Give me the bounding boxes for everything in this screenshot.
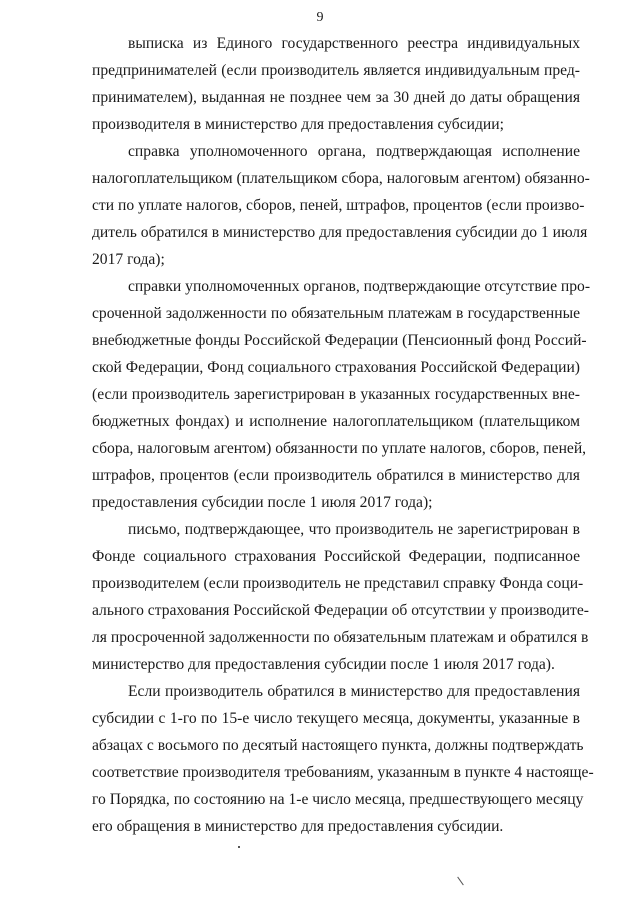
paragraph <box>92 516 589 678</box>
document-body <box>92 30 594 840</box>
text-line: его обращения в министерство для предоставления субсидии. <box>92 818 504 835</box>
text-line: предоставления субсидии после 1 июля 2017 года); <box>92 494 433 511</box>
text-line: внебюджетные фонды Российской Федерации (Пенсионный фонд Россий- <box>92 332 587 349</box>
text-line: штрафов, процентов (если производитель обратился в министерство для <box>92 467 580 484</box>
text-line: ля просроченной задолженности по обязательным платежам и обратился в <box>92 629 589 646</box>
paragraph <box>92 678 594 840</box>
scan-tick <box>457 877 464 886</box>
text-line: принимателем), выданная не позднее чем за 30 дней до даты обращения <box>92 89 580 106</box>
text-line: справка уполномоченного органа, подтверждающая исполнение <box>128 143 580 160</box>
text-line: министерство для предоставления субсидии после 1 июля 2017 года). <box>92 656 555 673</box>
text-line: го Порядка, по состоянию на 1-е число месяца, предшествующего месяцу <box>92 791 584 808</box>
text-line: Фонде социального страхования Российской Федерации, подписанное <box>92 548 580 565</box>
text-line: сроченной задолженности по обязательным платежам в государственные <box>92 305 580 322</box>
paragraph <box>92 30 580 138</box>
text-line: ального страхования Российской Федерации об отсутствии у производите- <box>92 602 589 619</box>
page-number: 9 <box>316 10 324 25</box>
text-line: производителя в министерство для предоставления субсидии; <box>92 116 504 133</box>
text-line: абзацах с восьмого по десятый настоящего пункта, должны подтверждать <box>92 737 584 754</box>
text-line: 2017 года); <box>92 251 165 268</box>
text-line: Если производитель обратился в министерство для предоставления <box>128 683 580 700</box>
text-line: сти по уплате налогов, сборов, пеней, штрафов, процентов (если произво- <box>92 197 585 214</box>
text-line: налогоплательщиком (плательщиком сбора, налоговым агентом) обязанно- <box>92 170 590 187</box>
text-line: соответствие производителя требованиям, указанным в пункте 4 настояще- <box>92 764 594 781</box>
text-line: (если производитель зарегистрирован в указанных государственных вне- <box>92 386 580 403</box>
paragraph <box>92 273 591 516</box>
paragraph <box>92 138 590 273</box>
text-line: справки уполномоченных органов, подтверждающие отсутствие про- <box>128 278 591 295</box>
text-line: сбора, налоговым агентом) обязанности по уплате налогов, сборов, пеней, <box>92 440 587 457</box>
text-line: бюджетных фондах) и исполнение налогоплательщиком (плательщиком <box>92 413 580 430</box>
text-line: дитель обратился в министерство для предоставления субсидии до 1 июля <box>92 224 588 241</box>
text-line: предпринимателей (если производитель является индивидуальным пред- <box>92 62 580 79</box>
text-line: ской Федерации, Фонд социального страхования Российской Федерации) <box>92 359 580 376</box>
text-line: выписка из Единого государственного реестра индивидуальных <box>128 35 580 52</box>
text-line: письмо, подтверждающее, что производитель не зарегистрирован в <box>128 521 580 538</box>
text-line: субсидии с 1-го по 15-е число текущего месяца, документы, указанные в <box>92 710 580 727</box>
text-line: производителем (если производитель не представил справку Фонда соци- <box>92 575 584 592</box>
scan-dot <box>238 846 240 848</box>
